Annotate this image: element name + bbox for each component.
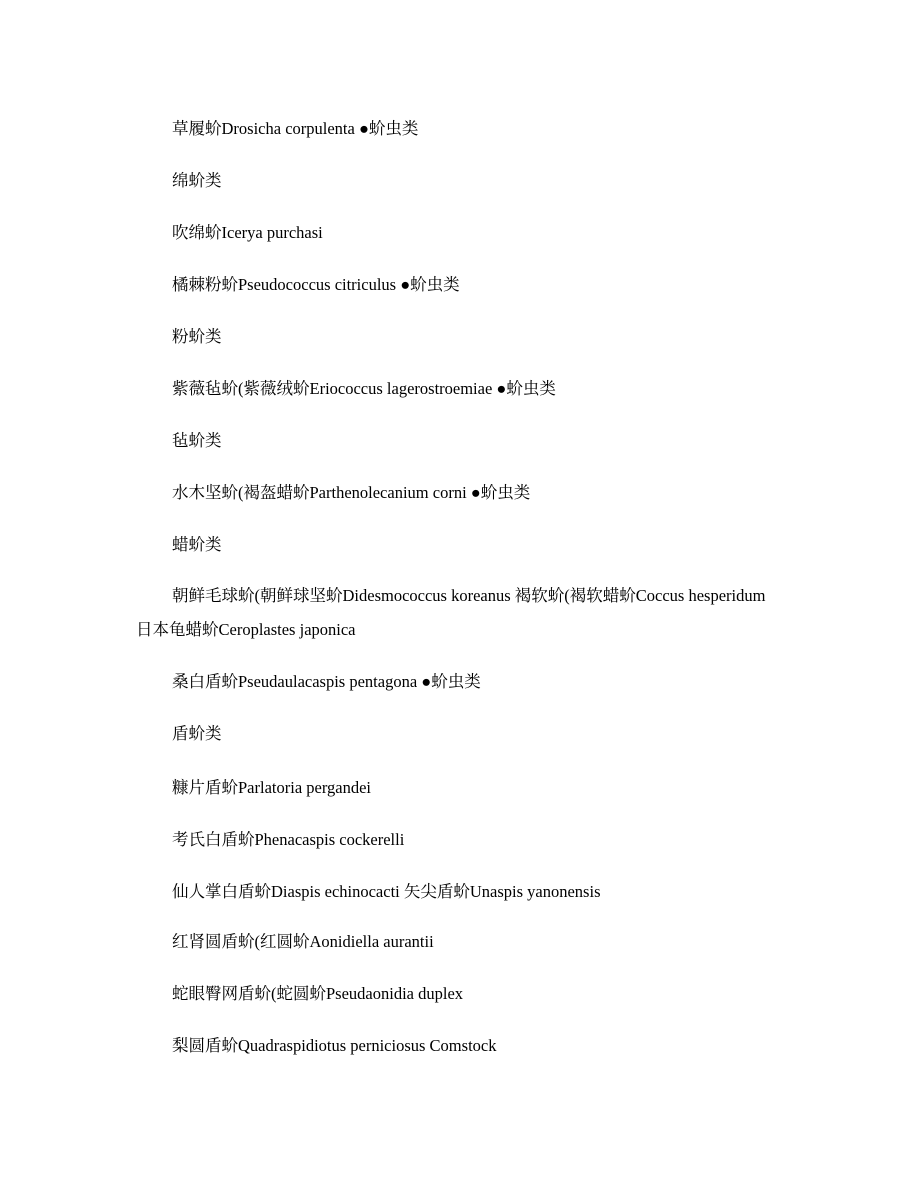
text-line: 梨圆盾蚧Quadraspidiotus perniciosus Comstock (172, 1036, 497, 1055)
section-heading: 绵蚧类 (172, 171, 222, 190)
text-line: 蛇眼臀网盾蚧(蛇圆蚧Pseudaonidia duplex (172, 984, 464, 1003)
text-line: 糠片盾蚧Parlatoria pergandei (172, 778, 372, 797)
text-line: 桑白盾蚧Pseudaulacaspis pentagona ●蚧虫类 (172, 672, 481, 691)
text-line: 橘棘粉蚧Pseudococcus citriculus ●蚧虫类 (172, 275, 460, 294)
text-line: 仙人掌白盾蚧Diaspis echinocacti 矢尖盾蚧Unaspis yanonensis (172, 882, 601, 901)
text-line: 草履蚧Drosicha corpulenta ●蚧虫类 (172, 119, 419, 138)
text-line: 考氏白盾蚧Phenacaspis cockerelli (172, 830, 405, 849)
text-line: 吹绵蚧Icerya purchasi (172, 223, 323, 242)
text-line: 红肾圆盾蚧(红圆蚧Aonidiella aurantii (172, 932, 434, 951)
text-line: 紫薇毡蚧(紫薇绒蚧Eriococcus lagerostroemiae ●蚧虫类 (172, 379, 556, 398)
text-line: 水木坚蚧(褐盔蜡蚧Parthenolecanium corni ●蚧虫类 (172, 483, 531, 502)
section-heading: 粉蚧类 (172, 327, 222, 346)
section-heading: 盾蚧类 (172, 724, 222, 743)
section-heading: 毡蚧类 (172, 431, 222, 450)
text-paragraph: 朝鲜毛球蚧(朝鲜球坚蚧Didesmococcus koreanus 褐软蚧(褐软蜡蚧Coccus hesperidum 日本龟蜡蚧Ceroplastes japonica (136, 586, 766, 639)
section-heading: 蜡蚧类 (172, 535, 222, 554)
